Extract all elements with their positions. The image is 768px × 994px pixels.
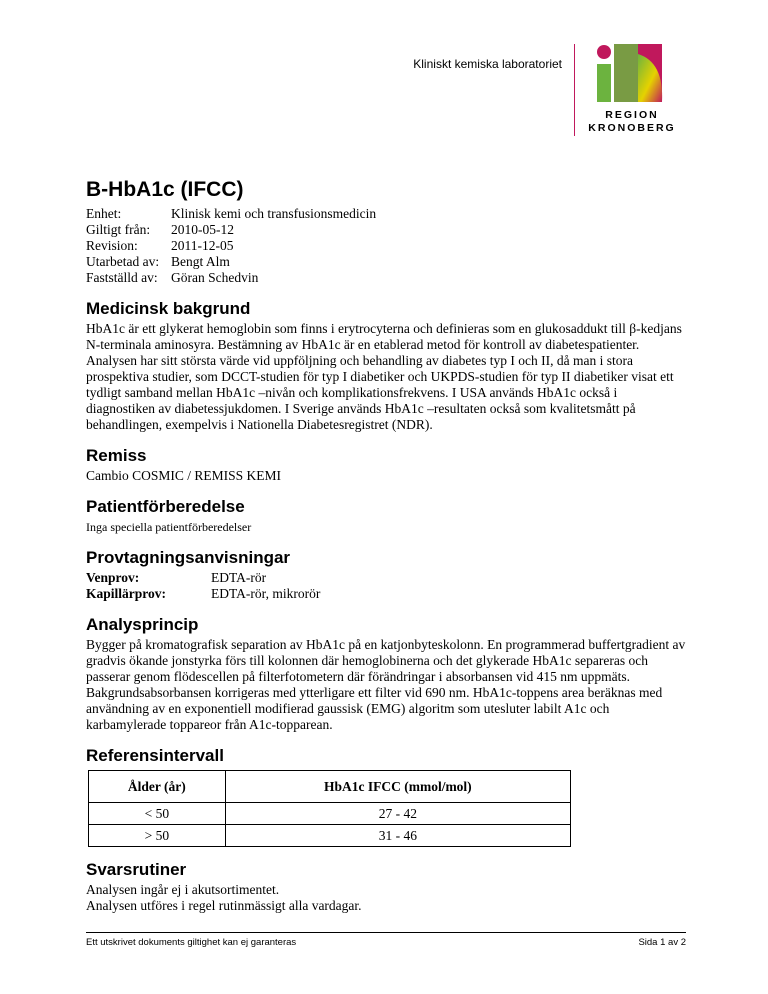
prov-value: EDTA-rör, mikrorör	[211, 586, 321, 601]
section-svarsrutiner	[86, 860, 686, 914]
meta-value: Bengt Alm	[171, 254, 230, 269]
section-text: Cambio COSMIC / REMISS KEMI	[86, 468, 282, 483]
prov-value: EDTA-rör	[211, 570, 267, 585]
section-remiss	[86, 446, 686, 484]
section-heading: Medicinsk bakgrund	[86, 299, 251, 318]
page-number: Sida 1 av 2	[638, 937, 686, 948]
section-text: Analysen utföres i regel rutinmässigt alla vardagar.	[86, 898, 362, 913]
section-text: Bakgrundsabsorbansen korrigeras med ytterligare ett filter vid 690 nm. HbA1c-toppens area beräknas med användning av en exponentiell modifierad gaussisk (EMG) algoritm som utesluter labilt A1c och karbamylerade toppareor från A1c-topparean.	[86, 685, 663, 732]
footer-disclaimer: Ett utskrivet dokuments giltighet kan ej garanteras	[86, 937, 297, 948]
meta-row	[86, 270, 686, 286]
prov-label: Kapillärprov:	[86, 586, 167, 601]
section-heading: Patientförberedelse	[86, 497, 245, 516]
prov-row	[86, 570, 686, 586]
lab-name: Kliniskt kemiska laboratoriet	[413, 57, 562, 71]
table-row	[89, 825, 571, 847]
prov-row	[86, 586, 686, 602]
meta-value: Göran Schedvin	[171, 270, 259, 285]
section-provtagningsanvisningar	[86, 548, 686, 602]
section-text: Bygger på kromatografisk separation av HbA1c på en katjonbyteskolonn. En programmerad buffertgradient av gradvis ökande jonstyrka förs till kolonnen där hemoglobinerna och det glykerade HbA1c separeras och passerar genom flödescellen på filterfotometern där förändringar i absorbansen vid 415 nm uppmäts.	[86, 637, 686, 684]
meta-value: 2010-05-12	[171, 222, 234, 237]
metadata-block	[86, 206, 686, 286]
table-row	[89, 803, 571, 825]
table-cell: > 50	[89, 825, 226, 847]
meta-label: Revision:	[86, 238, 138, 253]
section-heading: Svarsrutiner	[86, 860, 187, 879]
header-divider	[574, 44, 575, 136]
meta-label: Enhet:	[86, 206, 122, 221]
table-cell: < 50	[89, 803, 226, 825]
meta-label: Utarbetad av:	[86, 254, 160, 269]
section-heading: Provtagningsanvisningar	[86, 548, 291, 567]
footer-divider	[86, 932, 686, 933]
section-heading: Referensintervall	[86, 746, 224, 765]
meta-row	[86, 206, 686, 222]
section-analysprincip	[86, 615, 686, 733]
section-text: HbA1c är ett glykerat hemoglobin som finns i erytrocyterna och definieras som en glukosaddukt till β-kedjans N-terminala aminosyra. Bestämning av HbA1c är en etablerad metod för kontroll av diabetespatienter. Analysen har sitt största värde vid uppföljning och behandling av diabetes typ I och II, då man i stora prospektiva studier, som DCCT-studien för typ I diabetiker och UKPDS-studien för typ II diabetiker visat ett tydligt samband mellan HbA1c –nivån och komplikationsfrekvens. I USA används HbA1c också i diagnostiken av diabetessjukdomen. I Sverige används HbA1c –resultaten också som kvalitetsmått på behandlingen, exempelvis i Nationella Diabetesregistret (NDR).	[86, 321, 682, 432]
meta-label: Fastställd av:	[86, 270, 158, 285]
section-referensintervall	[86, 746, 686, 847]
section-patientforberedelse	[86, 497, 686, 535]
meta-value: 2011-12-05	[171, 238, 234, 253]
meta-label: Giltigt från:	[86, 222, 151, 237]
column-header: Ålder (år)	[89, 771, 226, 803]
meta-row	[86, 222, 686, 238]
table-header-row	[89, 771, 571, 803]
logo-line-kronoberg: KRONOBERG	[588, 122, 676, 134]
meta-row	[86, 254, 686, 270]
table-cell: 31 - 46	[225, 825, 570, 847]
logo-line-region: REGION	[605, 109, 659, 121]
section-text: Analysen ingår ej i akutsortimentet.	[86, 882, 280, 897]
logo-wordmark	[586, 109, 678, 135]
prov-label: Venprov:	[86, 570, 140, 585]
section-heading: Remiss	[86, 446, 147, 465]
document-title: B-HbA1c (IFCC)	[86, 178, 244, 201]
column-header: HbA1c IFCC (mmol/mol)	[225, 771, 570, 803]
section-medicinsk-bakgrund	[86, 299, 686, 433]
meta-row	[86, 238, 686, 254]
section-heading: Analysprincip	[86, 615, 199, 634]
meta-value: Klinisk kemi och transfusionsmedicin	[171, 206, 377, 221]
document-body	[86, 178, 686, 914]
section-text: Inga speciella patientförberedelser	[86, 520, 252, 534]
table-cell: 27 - 42	[225, 803, 570, 825]
reference-table	[88, 770, 571, 847]
